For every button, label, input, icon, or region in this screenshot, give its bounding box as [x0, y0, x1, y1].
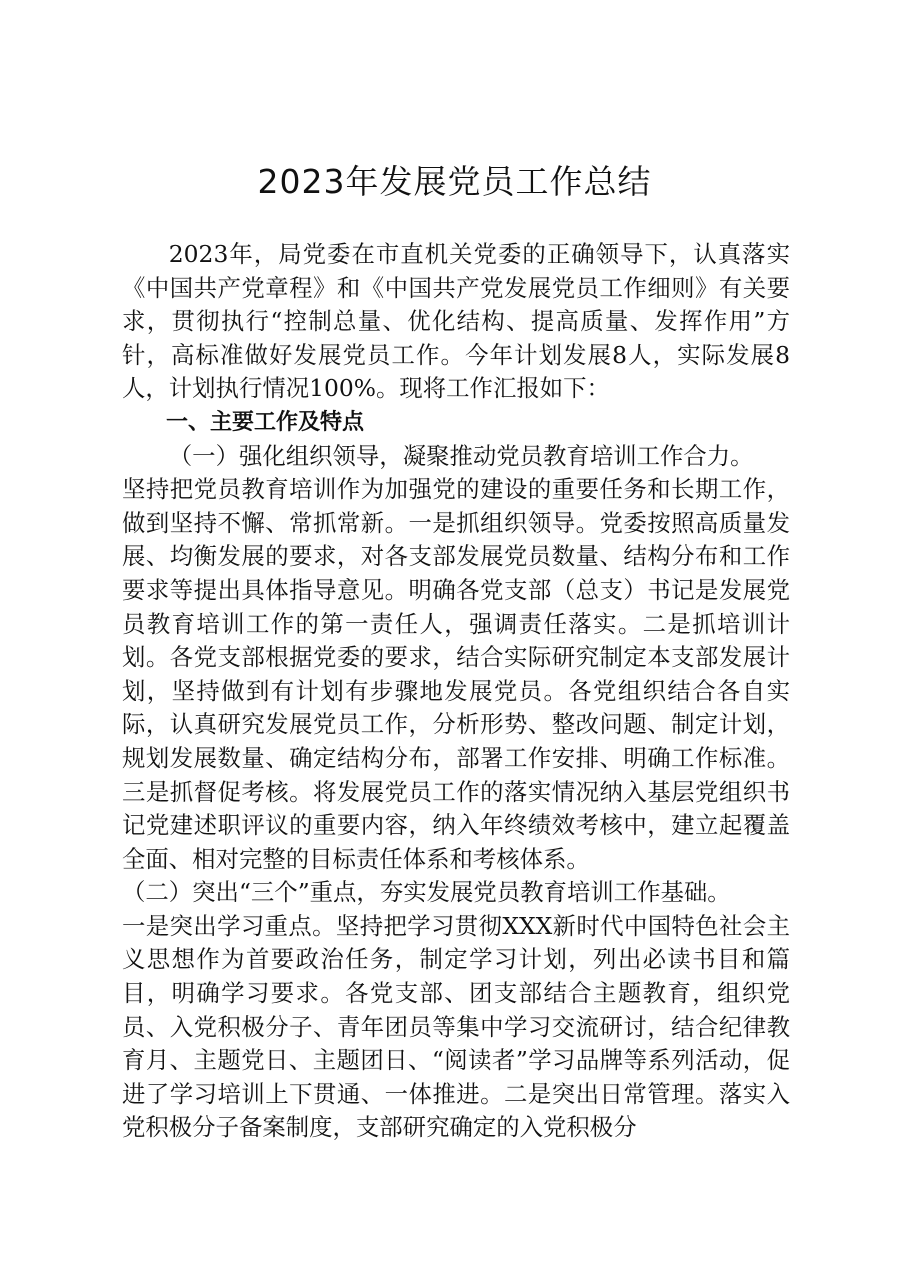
document-title: 2023年发展党员工作总结: [257, 162, 652, 201]
subsection-1-body: 坚持把党员教育培训作为加强党的建设的重要任务和长期工作，做到坚持不懈、常抓常新。一是抓组织领导。党委按照高质量发展、均衡发展的要求，对各支部发展党员数量、结构分布和工作要求等提出具体指导意见。明确各党支部（总支）书记是发展党员教育培训工作的第一责任人，强调责任落实。二是抓培训计划。各党支部根据党委的要求，结合实际研究制定本支部发展计划，坚持做到有计划有步骤地发展党员。各党组织结合各自实际，认真研究发展党员工作，分析形势、整改问题、制定计划，规划发展数量、确定结构分布，部署工作安排、明确工作标准。三是抓督促考核。将发展党员工作的落实情况纳入基层党组织书记党建述职评议的重要内容，纳入年终绩效考核中，建立起覆盖全面、相对完整的目标责任体系和考核体系。: [122, 475, 790, 873]
section-heading-main-work: 一、主要工作及特点: [166, 409, 365, 435]
subsection-1-heading: （一）强化组织领导，凝聚推动党员教育培训工作合力。: [168, 441, 754, 470]
subsection-2-heading: （二）突出“三个”重点，夯实发展党员教育培训工作基础。: [122, 878, 731, 907]
subsection-2-body: 一是突出学习重点。坚持把学习贯彻XXX新时代中国特色社会主义思想作为首要政治任务，制定学习计划，列出必读书目和篇目，明确学习要求。各党支部、团支部结合主题教育，组织党员、入党积极分子、青年团员等集中学习交流研讨，结合纪律教育月、主题党日、主题团日、“阅读者”学习品牌等系列活动，促进了学习培训上下贯通、一体推进。二是突出日常管理。落实入党积极分子备案制度，支部研究确定的入党积极分: [122, 911, 790, 1142]
intro-paragraph: 2023年，局党委在市直机关党委的正确领导下，认真落实《中国共产党章程》和《中国共产党发展党员工作细则》有关要求，贯彻执行“控制总量、优化结构、提高质量、发挥作用”方针，高标准做好发展党员工作。今年计划发展8人，实际发展8人，计划执行情况100%。现将工作汇报如下：: [122, 240, 790, 403]
document-body: [122, 238, 790, 1145]
